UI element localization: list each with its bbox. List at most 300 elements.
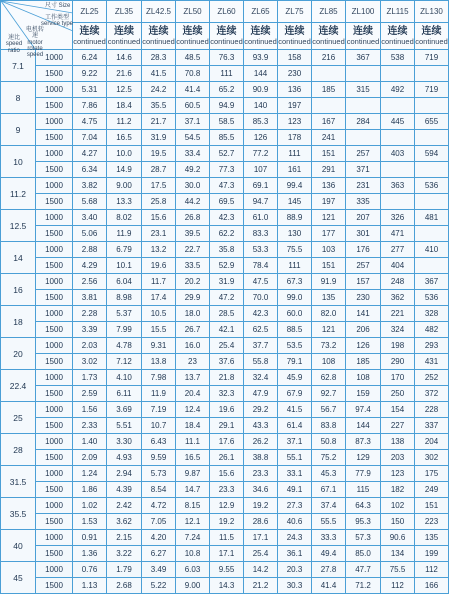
continued-cn-label: 连续 <box>182 25 203 37</box>
table-row <box>1 498 449 514</box>
value-cell: 108 <box>346 370 381 386</box>
ratio-cell <box>1 210 36 242</box>
value-cell: 39.5 <box>176 226 210 242</box>
table-row <box>1 194 449 210</box>
value-cell: 34.6 <box>244 482 278 498</box>
value-cell: 52.9 <box>210 258 244 274</box>
value-cell: 111 <box>278 258 312 274</box>
value-cell: 230 <box>278 66 312 82</box>
value-cell: 121 <box>312 322 346 338</box>
value-cell: 1.53 <box>73 514 107 530</box>
value-cell <box>381 98 415 114</box>
value-cell <box>415 194 449 210</box>
value-cell: 178 <box>278 130 312 146</box>
model-header: ZL42.5 <box>142 1 176 23</box>
value-cell: 36.1 <box>278 546 312 562</box>
value-cell: 41.5 <box>142 66 176 82</box>
ratio-value: 7.1 <box>12 61 24 72</box>
value-cell: 3.39 <box>73 322 107 338</box>
continued-en-label: continued <box>381 36 414 46</box>
value-cell: 284 <box>346 114 381 130</box>
value-cell <box>346 98 381 114</box>
value-cell: 19.2 <box>244 498 278 514</box>
value-cell: 94.7 <box>244 194 278 210</box>
value-cell: 248 <box>381 274 415 290</box>
table-row <box>1 274 449 290</box>
value-cell: 135 <box>312 290 346 306</box>
table-row <box>1 562 449 578</box>
value-cell: 9.22 <box>73 66 107 82</box>
value-cell: 175 <box>415 466 449 482</box>
value-cell: 6.04 <box>107 274 142 290</box>
value-cell: 135 <box>415 530 449 546</box>
table-row <box>1 146 449 162</box>
value-cell: 3.40 <box>73 210 107 226</box>
value-cell: 21.2 <box>244 578 278 594</box>
value-cell: 4.78 <box>107 338 142 354</box>
continued-header <box>73 23 107 50</box>
value-cell: 228 <box>415 402 449 418</box>
continued-en-label: continued <box>244 36 277 46</box>
value-cell: 20.3 <box>278 562 312 578</box>
value-cell: 145 <box>278 194 312 210</box>
continued-header <box>244 23 278 50</box>
value-cell: 18.0 <box>176 306 210 322</box>
value-cell: 17.4 <box>142 290 176 306</box>
value-cell: 40.6 <box>278 514 312 530</box>
value-cell: 111 <box>210 66 244 82</box>
value-cell: 2.59 <box>73 386 107 402</box>
table-row <box>1 466 449 482</box>
value-cell: 4.72 <box>142 498 176 514</box>
value-cell: 73.2 <box>312 338 346 354</box>
value-cell: 85.0 <box>346 546 381 562</box>
motor-speed-cell: 1500 <box>36 226 73 242</box>
value-cell: 61.4 <box>278 418 312 434</box>
value-cell: 20.2 <box>176 274 210 290</box>
ratio-value: 20 <box>13 349 23 360</box>
value-cell: 23.3 <box>244 466 278 482</box>
value-cell: 130 <box>278 226 312 242</box>
value-cell: 9.59 <box>142 450 176 466</box>
value-cell: 1.40 <box>73 434 107 450</box>
value-cell: 8.54 <box>142 482 176 498</box>
value-cell: 7.99 <box>107 322 142 338</box>
table-row <box>1 114 449 130</box>
value-cell: 257 <box>346 258 381 274</box>
ratio-value: 10 <box>13 157 23 168</box>
value-cell: 5.68 <box>73 194 107 210</box>
value-cell: 55.5 <box>312 514 346 530</box>
value-cell: 5.51 <box>107 418 142 434</box>
value-cell: 154 <box>381 402 415 418</box>
value-cell: 197 <box>278 98 312 114</box>
continued-header <box>312 23 346 50</box>
value-cell: 19.2 <box>210 514 244 530</box>
value-cell: 27.3 <box>278 498 312 514</box>
value-cell: 2.33 <box>73 418 107 434</box>
motor-speed-cell: 1500 <box>36 98 73 114</box>
value-cell: 47.7 <box>346 562 381 578</box>
value-cell: 123 <box>381 466 415 482</box>
motor-speed-cell: 1000 <box>36 498 73 514</box>
value-cell: 16.5 <box>176 450 210 466</box>
value-cell: 60.0 <box>278 306 312 322</box>
ratio-cell <box>1 274 36 306</box>
value-cell: 13.7 <box>176 370 210 386</box>
value-cell: 4.93 <box>107 450 142 466</box>
continued-en-label: continued <box>142 36 175 46</box>
value-cell: 2.15 <box>107 530 142 546</box>
ratio-value: 22.4 <box>9 381 27 392</box>
value-cell: 719 <box>415 50 449 66</box>
value-cell: 32.4 <box>244 370 278 386</box>
value-cell: 151 <box>312 258 346 274</box>
value-cell: 7.19 <box>142 402 176 418</box>
value-cell: 21.7 <box>142 114 176 130</box>
value-cell: 10.8 <box>176 546 210 562</box>
value-cell: 29.1 <box>210 418 244 434</box>
value-cell: 47.2 <box>210 290 244 306</box>
value-cell: 28.6 <box>244 514 278 530</box>
value-cell: 49.2 <box>176 162 210 178</box>
value-cell: 403 <box>381 146 415 162</box>
value-cell: 1.24 <box>73 466 107 482</box>
value-cell: 70.8 <box>176 66 210 82</box>
ratio-cell <box>1 338 36 370</box>
value-cell: 65.2 <box>210 82 244 98</box>
value-cell: 3.82 <box>73 178 107 194</box>
value-cell: 150 <box>381 514 415 530</box>
table-row <box>1 578 449 594</box>
continued-en-label: continued <box>346 36 380 46</box>
table-row <box>1 418 449 434</box>
value-cell: 97.4 <box>346 402 381 418</box>
table-row <box>1 130 449 146</box>
value-cell: 47.5 <box>244 274 278 290</box>
value-cell: 6.43 <box>142 434 176 450</box>
value-cell <box>381 162 415 178</box>
ratio-cell <box>1 466 36 498</box>
ratio-value: 11.2 <box>10 189 26 200</box>
label-motor-speed: 电机转速 motor rotate speed <box>25 27 44 59</box>
value-cell: 17.6 <box>210 434 244 450</box>
ratio-cell <box>1 82 36 114</box>
value-cell: 17.5 <box>142 178 176 194</box>
value-cell: 55.1 <box>278 450 312 466</box>
value-cell: 61.0 <box>244 210 278 226</box>
value-cell: 33.5 <box>176 258 210 274</box>
value-cell: 2.56 <box>73 274 107 290</box>
ratio-value: 31.5 <box>9 477 27 488</box>
value-cell: 47.9 <box>244 386 278 402</box>
ratio-value: 25 <box>13 413 23 424</box>
label-service-type: 工作类型 service type <box>41 15 74 28</box>
value-cell: 93.9 <box>244 50 278 66</box>
value-cell: 538 <box>381 50 415 66</box>
table-row <box>1 450 449 466</box>
value-cell: 107 <box>244 162 278 178</box>
motor-speed-cell: 1500 <box>36 162 73 178</box>
table-row <box>1 66 449 82</box>
value-cell: 2.28 <box>73 306 107 322</box>
value-cell: 197 <box>312 194 346 210</box>
value-cell: 9.00 <box>107 178 142 194</box>
ratio-cell <box>1 306 36 338</box>
value-cell: 3.22 <box>107 546 142 562</box>
value-cell: 48.5 <box>176 50 210 66</box>
continued-header <box>381 23 415 50</box>
value-cell: 18.4 <box>107 98 142 114</box>
value-cell: 301 <box>346 226 381 242</box>
value-cell: 4.10 <box>107 370 142 386</box>
value-cell: 136 <box>278 82 312 98</box>
continued-cn-label: 连续 <box>284 25 305 37</box>
value-cell: 41.4 <box>312 578 346 594</box>
value-cell: 15.6 <box>210 466 244 482</box>
value-cell: 6.03 <box>176 562 210 578</box>
continued-header <box>107 23 142 50</box>
value-cell: 19.5 <box>142 146 176 162</box>
value-cell: 6.27 <box>142 546 176 562</box>
value-cell: 367 <box>415 274 449 290</box>
continued-en-label: continued <box>415 36 448 46</box>
value-cell <box>415 130 449 146</box>
value-cell: 92.7 <box>312 386 346 402</box>
value-cell: 8.02 <box>107 210 142 226</box>
value-cell: 71.2 <box>346 578 381 594</box>
value-cell: 250 <box>381 386 415 402</box>
value-cell: 94.9 <box>210 98 244 114</box>
value-cell: 13.2 <box>142 242 176 258</box>
model-header: ZL75 <box>278 1 312 23</box>
value-cell: 95.3 <box>346 514 381 530</box>
value-cell: 55.8 <box>244 354 278 370</box>
value-cell: 85.5 <box>210 130 244 146</box>
value-cell <box>415 258 449 274</box>
continued-cn-label: 连续 <box>421 25 442 37</box>
value-cell: 12.5 <box>107 82 142 98</box>
continued-cn-label: 连续 <box>216 25 237 37</box>
value-cell: 1.13 <box>73 578 107 594</box>
table-row <box>1 370 449 386</box>
ratio-value: 28 <box>13 445 23 456</box>
value-cell: 85.3 <box>244 114 278 130</box>
motor-speed-cell: 1000 <box>36 370 73 386</box>
value-cell: 50.8 <box>312 434 346 450</box>
value-cell: 1.36 <box>73 546 107 562</box>
value-cell: 362 <box>381 290 415 306</box>
value-cell: 198 <box>381 338 415 354</box>
value-cell: 328 <box>415 306 449 322</box>
value-cell: 134 <box>381 546 415 562</box>
motor-speed-cell: 1500 <box>36 482 73 498</box>
continued-en-label: continued <box>73 36 106 46</box>
value-cell: 151 <box>312 146 346 162</box>
value-cell: 1.86 <box>73 482 107 498</box>
motor-speed-cell: 1000 <box>36 530 73 546</box>
value-cell: 37.7 <box>244 338 278 354</box>
value-cell: 206 <box>346 322 381 338</box>
value-cell: 32.3 <box>210 386 244 402</box>
value-cell: 49.4 <box>312 546 346 562</box>
value-cell: 126 <box>244 130 278 146</box>
value-cell: 33.1 <box>278 466 312 482</box>
value-cell: 26.7 <box>176 322 210 338</box>
model-header: ZL100 <box>346 1 381 23</box>
continued-header <box>210 23 244 50</box>
ratio-value: 14 <box>13 253 23 264</box>
table-row <box>1 178 449 194</box>
model-header: ZL60 <box>210 1 244 23</box>
value-cell: 99.0 <box>278 290 312 306</box>
value-cell: 481 <box>415 210 449 226</box>
value-cell: 33.3 <box>312 530 346 546</box>
value-cell: 20.4 <box>176 386 210 402</box>
value-cell: 594 <box>415 146 449 162</box>
value-cell: 90.6 <box>381 530 415 546</box>
table-row <box>1 98 449 114</box>
ratio-cell <box>1 146 36 178</box>
continued-cn-label: 连续 <box>114 25 134 37</box>
value-cell: 161 <box>278 162 312 178</box>
value-cell: 7.86 <box>73 98 107 114</box>
value-cell: 38.8 <box>244 450 278 466</box>
value-cell <box>312 98 346 114</box>
ratio-cell <box>1 562 36 594</box>
value-cell: 3.02 <box>73 354 107 370</box>
value-cell: 0.91 <box>73 530 107 546</box>
value-cell: 257 <box>346 146 381 162</box>
value-cell: 138 <box>381 434 415 450</box>
value-cell: 166 <box>415 578 449 594</box>
value-cell: 337 <box>415 418 449 434</box>
value-cell: 157 <box>346 274 381 290</box>
value-cell: 77.2 <box>244 146 278 162</box>
value-cell: 77.9 <box>346 466 381 482</box>
value-cell: 144 <box>244 66 278 82</box>
value-cell: 12.9 <box>210 498 244 514</box>
motor-speed-cell: 1000 <box>36 146 73 162</box>
ratio-cell <box>1 498 36 530</box>
model-header: ZL65 <box>244 1 278 23</box>
continued-en-label: continued <box>107 36 141 46</box>
value-cell: 52.7 <box>210 146 244 162</box>
continued-en-label: continued <box>278 36 311 46</box>
motor-speed-cell: 1500 <box>36 514 73 530</box>
model-header: ZL50 <box>176 1 210 23</box>
value-cell: 10.7 <box>142 418 176 434</box>
table-row <box>1 290 449 306</box>
value-cell: 241 <box>312 130 346 146</box>
value-cell: 78.4 <box>244 258 278 274</box>
value-cell: 7.98 <box>142 370 176 386</box>
ratio-value: 45 <box>13 573 23 584</box>
label-speed-ratio: 速比 speed ratio <box>5 35 23 54</box>
value-cell: 67.9 <box>278 386 312 402</box>
value-cell: 26.1 <box>210 450 244 466</box>
table-row <box>1 546 449 562</box>
value-cell: 24.3 <box>278 530 312 546</box>
value-cell: 141 <box>346 306 381 322</box>
value-cell: 2.88 <box>73 242 107 258</box>
value-cell: 8.98 <box>107 290 142 306</box>
value-cell: 277 <box>381 242 415 258</box>
value-cell: 136 <box>312 178 346 194</box>
motor-speed-cell: 1000 <box>36 434 73 450</box>
value-cell: 28.3 <box>142 50 176 66</box>
value-cell: 12.4 <box>176 402 210 418</box>
value-cell: 177 <box>312 226 346 242</box>
value-cell: 28.7 <box>142 162 176 178</box>
value-cell <box>381 130 415 146</box>
value-cell <box>346 66 381 82</box>
value-cell: 4.29 <box>73 258 107 274</box>
value-cell: 111 <box>278 146 312 162</box>
value-cell: 445 <box>381 114 415 130</box>
value-cell: 492 <box>381 82 415 98</box>
value-cell: 7.05 <box>142 514 176 530</box>
value-cell: 87.3 <box>346 434 381 450</box>
value-cell: 83.8 <box>312 418 346 434</box>
ratio-value: 18 <box>13 317 23 328</box>
continued-header <box>346 23 381 50</box>
value-cell: 37.6 <box>210 354 244 370</box>
value-cell: 167 <box>312 114 346 130</box>
ratio-value: 12.5 <box>9 221 27 232</box>
motor-speed-cell: 1500 <box>36 418 73 434</box>
value-cell: 21.6 <box>107 66 142 82</box>
value-cell: 102 <box>381 498 415 514</box>
value-cell: 9.31 <box>142 338 176 354</box>
table-row <box>1 82 449 98</box>
value-cell: 252 <box>415 370 449 386</box>
value-cell: 70.0 <box>244 290 278 306</box>
value-cell: 15.5 <box>142 322 176 338</box>
value-cell: 37.1 <box>278 434 312 450</box>
motor-speed-cell: 1500 <box>36 546 73 562</box>
value-cell: 69.5 <box>210 194 244 210</box>
model-header: ZL130 <box>415 1 449 23</box>
motor-speed-cell: 1500 <box>36 130 73 146</box>
value-cell: 31.9 <box>210 274 244 290</box>
value-cell: 10.0 <box>107 146 142 162</box>
value-cell: 37.4 <box>312 498 346 514</box>
value-cell: 324 <box>381 322 415 338</box>
value-cell: 182 <box>381 482 415 498</box>
value-cell: 53.5 <box>278 338 312 354</box>
value-cell: 45.3 <box>312 466 346 482</box>
table-row <box>1 530 449 546</box>
value-cell <box>415 162 449 178</box>
value-cell: 99.4 <box>278 178 312 194</box>
value-cell: 4.27 <box>73 146 107 162</box>
value-cell: 82.0 <box>312 306 346 322</box>
value-cell: 14.2 <box>244 562 278 578</box>
value-cell: 13.8 <box>142 354 176 370</box>
value-cell: 64.3 <box>346 498 381 514</box>
value-cell: 67.1 <box>312 482 346 498</box>
value-cell: 2.42 <box>107 498 142 514</box>
value-cell: 25.4 <box>210 338 244 354</box>
value-cell: 536 <box>415 290 449 306</box>
value-cell: 8.15 <box>176 498 210 514</box>
ratio-cell <box>1 242 36 274</box>
table-row <box>1 322 449 338</box>
value-cell: 35.5 <box>142 98 176 114</box>
value-cell: 140 <box>244 98 278 114</box>
ratio-value: 9 <box>15 125 21 136</box>
